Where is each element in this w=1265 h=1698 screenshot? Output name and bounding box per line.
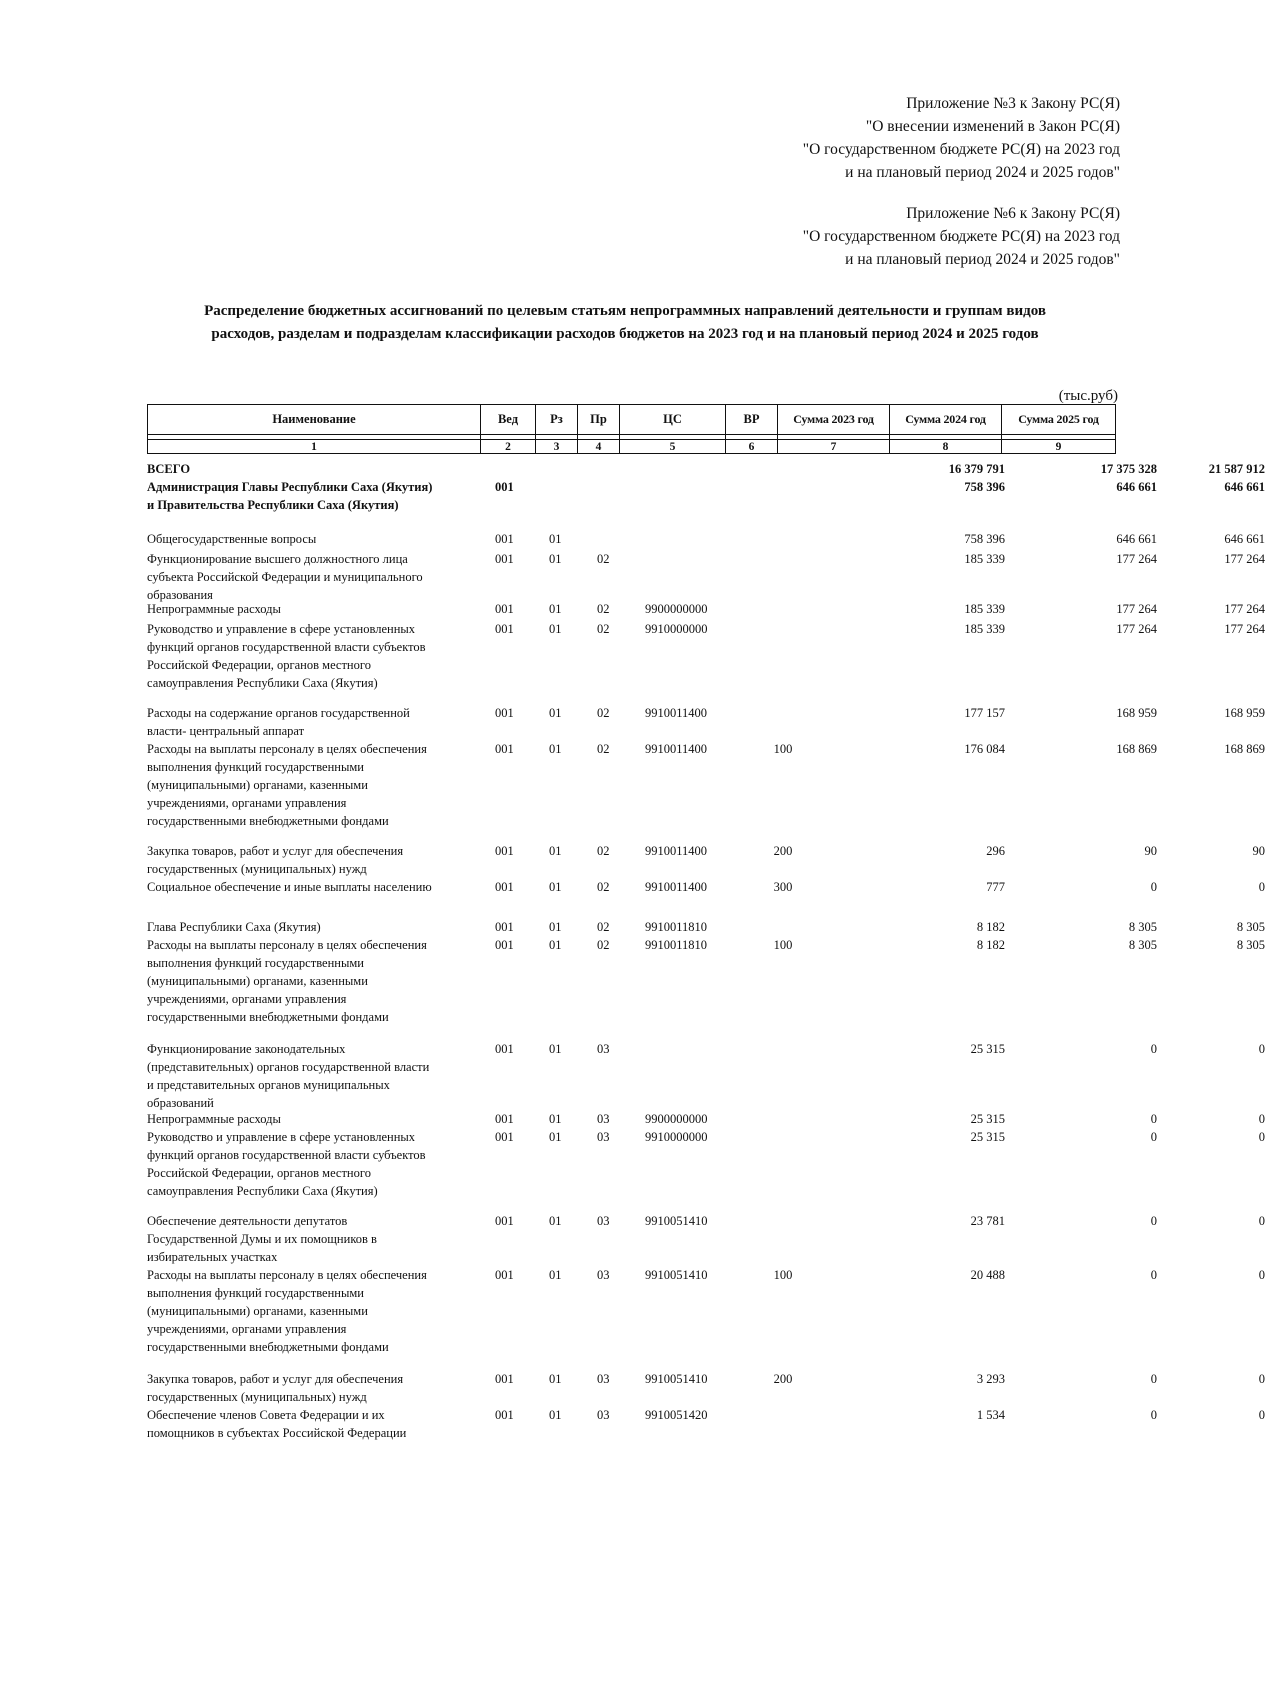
cell-sum-2024: 177 264 — [1116, 552, 1157, 566]
cell-name-line: функций органов государственной власти субъектов — [147, 640, 426, 654]
cell-name-line: помощников в субъектах Российской Федерации — [147, 1426, 407, 1440]
cell-ved: 001 — [495, 480, 514, 494]
cell-name-line: государственными внебюджетными фондами — [147, 1010, 389, 1024]
cell-pr: 03 — [597, 1130, 610, 1144]
cell-name — [147, 550, 477, 604]
col-number: 7 — [778, 440, 890, 454]
cell-name-line: (муниципальными) органами, казенными — [147, 1304, 368, 1318]
cell-sum-2023: 758 396 — [964, 480, 1005, 494]
cell-name-line: государственными внебюджетными фондами — [147, 814, 389, 828]
cell-cs: 9910051420 — [645, 1408, 708, 1422]
cell-sum-2024: 168 959 — [1116, 706, 1157, 720]
cell-sum-2025: 0 — [1258, 1408, 1265, 1422]
col-number: 5 — [620, 440, 726, 454]
cell-pr: 03 — [597, 1214, 610, 1228]
cell-sum-2024: 646 661 — [1116, 480, 1157, 494]
cell-sum-2025: 21 587 912 — [1208, 462, 1265, 476]
cell-sum-2023: 16 379 791 — [948, 462, 1005, 476]
cell-pr: 03 — [597, 1268, 610, 1282]
cell-pr: 02 — [597, 742, 610, 756]
cell-name-line: Глава Республики Саха (Якутия) — [147, 920, 321, 934]
cell-cs: 9910011400 — [645, 706, 708, 720]
cell-name-line: Функционирование высшего должностного лица — [147, 552, 408, 566]
cell-name — [147, 842, 477, 878]
cell-pr: 03 — [597, 1372, 610, 1386]
header-line: Приложение №3 к Закону РС(Я) — [906, 95, 1120, 112]
cell-ved: 001 — [495, 532, 514, 546]
cell-sum-2025: 8 305 — [1236, 920, 1265, 934]
cell-rz: 01 — [549, 1042, 562, 1056]
cell-sum-2023: 8 182 — [976, 920, 1005, 934]
cell-sum-2023: 25 315 — [970, 1112, 1005, 1126]
cell-sum-2025: 177 264 — [1224, 552, 1265, 566]
cell-cs: 9910011810 — [645, 938, 708, 952]
cell-name-line: Непрограммные расходы — [147, 1112, 281, 1126]
cell-name-line: Расходы на выплаты персоналу в целях обеспечения — [147, 1268, 427, 1282]
cell-ved: 001 — [495, 1268, 514, 1282]
cell-name-line: Общегосударственные вопросы — [147, 532, 317, 546]
cell-cs: 9910051410 — [645, 1372, 708, 1386]
cell-cs: 9910011400 — [645, 880, 708, 894]
cell-name — [147, 1406, 477, 1442]
cell-cs: 9900000000 — [645, 602, 708, 616]
cell-name-line: Обеспечение членов Совета Федерации и их — [147, 1408, 385, 1422]
cell-name-line: выполнения функций государственными — [147, 1286, 364, 1300]
appendix-6-header — [803, 202, 1120, 271]
cell-ved: 001 — [495, 1408, 514, 1422]
cell-pr: 02 — [597, 920, 610, 934]
cell-ved: 001 — [495, 880, 514, 894]
col-header-rz: Рз — [536, 405, 578, 435]
cell-rz: 01 — [549, 1268, 562, 1282]
cell-sum-2024: 0 — [1150, 1268, 1157, 1282]
cell-sum-2025: 0 — [1258, 1112, 1265, 1126]
cell-name-line: образования — [147, 588, 213, 602]
cell-sum-2025: 0 — [1258, 1130, 1265, 1144]
cell-vr: 200 — [773, 844, 793, 858]
cell-sum-2025: 168 959 — [1224, 706, 1265, 720]
cell-name — [147, 600, 477, 618]
cell-sum-2023: 185 339 — [964, 602, 1005, 616]
cell-vr: 200 — [773, 1372, 793, 1386]
col-number: 6 — [726, 440, 778, 454]
cell-name-line: Расходы на содержание органов государственной — [147, 706, 410, 720]
cell-cs: 9910000000 — [645, 622, 708, 636]
cell-name-line: (представительных) органов государственной власти — [147, 1060, 430, 1074]
cell-pr: 02 — [597, 706, 610, 720]
cell-sum-2024: 177 264 — [1116, 602, 1157, 616]
cell-cs: 9910011810 — [645, 920, 708, 934]
cell-vr: 100 — [773, 1268, 793, 1282]
col-header-cs: ЦС — [620, 405, 726, 435]
cell-sum-2025: 0 — [1258, 1042, 1265, 1056]
cell-pr: 03 — [597, 1042, 610, 1056]
cell-name-line: Руководство и управление в сфере установленных — [147, 1130, 416, 1144]
cell-sum-2025: 8 305 — [1236, 938, 1265, 952]
cell-rz: 01 — [549, 938, 562, 952]
cell-sum-2025: 646 661 — [1224, 480, 1265, 494]
cell-sum-2025: 0 — [1258, 1372, 1265, 1386]
col-number: 9 — [1002, 440, 1116, 454]
col-header-name: Наименование — [148, 405, 481, 435]
cell-sum-2024: 0 — [1150, 1372, 1157, 1386]
cell-sum-2024: 168 869 — [1116, 742, 1157, 756]
cell-pr: 02 — [597, 880, 610, 894]
cell-name — [147, 1266, 477, 1356]
cell-sum-2024: 8 305 — [1128, 938, 1157, 952]
cell-sum-2023: 185 339 — [964, 622, 1005, 636]
cell-name — [147, 1128, 477, 1200]
cell-sum-2023: 177 157 — [964, 706, 1005, 720]
cell-ved: 001 — [495, 1112, 514, 1126]
cell-rz: 01 — [549, 1214, 562, 1228]
table-header — [147, 404, 1116, 454]
header-line: и на плановый период 2024 и 2025 годов" — [845, 251, 1120, 268]
cell-name-line: Руководство и управление в сфере установленных — [147, 622, 416, 636]
cell-name-line: образований — [147, 1096, 214, 1110]
header-line: и на плановый период 2024 и 2025 годов" — [845, 164, 1120, 181]
cell-name-line: и Правительства Республики Саха (Якутия) — [147, 498, 399, 512]
cell-rz: 01 — [549, 1408, 562, 1422]
cell-name-line: и представительных органов муниципальных — [147, 1078, 390, 1092]
col-header-ved: Вед — [481, 405, 536, 435]
cell-name-line: Функционирование законодательных — [147, 1042, 346, 1056]
cell-sum-2023: 25 315 — [970, 1042, 1005, 1056]
cell-sum-2025: 177 264 — [1224, 622, 1265, 636]
cell-ved: 001 — [495, 706, 514, 720]
cell-name-line: Обеспечение деятельности депутатов — [147, 1214, 348, 1228]
cell-ved: 001 — [495, 1042, 514, 1056]
cell-name-line: учреждениями, органами управления — [147, 1322, 347, 1336]
col-number: 1 — [148, 440, 481, 454]
cell-name-line: Администрация Главы Республики Саха (Якутия) — [147, 480, 433, 494]
cell-name-line: Социальное обеспечение и иные выплаты населению — [147, 880, 432, 894]
cell-name — [147, 1212, 477, 1266]
col-header-sum-2025: Сумма 2025 год — [1002, 405, 1116, 435]
cell-name-line: Расходы на выплаты персоналу в целях обеспечения — [147, 742, 427, 756]
cell-name-line: самоуправления Республики Саха (Якутия) — [147, 676, 378, 690]
header-line: "О государственном бюджете РС(Я) на 2023 год — [802, 228, 1120, 245]
cell-rz: 01 — [549, 920, 562, 934]
cell-name-line: Российской Федерации, органов местного — [147, 1166, 371, 1180]
cell-ved: 001 — [495, 1372, 514, 1386]
cell-ved: 001 — [495, 844, 514, 858]
cell-name-line: учреждениями, органами управления — [147, 992, 347, 1006]
cell-cs: 9910000000 — [645, 1130, 708, 1144]
cell-cs: 9910051410 — [645, 1214, 708, 1228]
cell-name-line: Государственной Думы и их помощников в — [147, 1232, 377, 1246]
cell-name — [147, 1040, 477, 1112]
cell-rz: 01 — [549, 880, 562, 894]
cell-ved: 001 — [495, 1214, 514, 1228]
cell-name — [147, 740, 477, 830]
cell-sum-2025: 0 — [1258, 1214, 1265, 1228]
cell-ved: 001 — [495, 920, 514, 934]
col-header-sum-2023: Сумма 2023 год — [778, 405, 890, 435]
col-number: 8 — [890, 440, 1002, 454]
cell-name-line: избирательных участках — [147, 1250, 278, 1264]
cell-name-line: самоуправления Республики Саха (Якутия) — [147, 1184, 378, 1198]
cell-vr: 100 — [773, 938, 793, 952]
cell-rz: 01 — [549, 532, 562, 546]
unit-label: (тыс.руб) — [1058, 388, 1118, 404]
cell-ved: 001 — [495, 938, 514, 952]
cell-rz: 01 — [549, 1130, 562, 1144]
cell-pr: 03 — [597, 1408, 610, 1422]
cell-sum-2025: 0 — [1258, 1268, 1265, 1282]
cell-name — [147, 704, 477, 740]
cell-pr: 02 — [597, 552, 610, 566]
cell-sum-2023: 1 534 — [976, 1408, 1005, 1422]
cell-sum-2024: 0 — [1150, 1214, 1157, 1228]
cell-sum-2025: 646 661 — [1224, 532, 1265, 546]
cell-vr: 100 — [773, 742, 793, 756]
cell-name — [147, 1370, 477, 1406]
col-number: 4 — [578, 440, 620, 454]
cell-sum-2024: 0 — [1150, 1042, 1157, 1056]
title-line: расходов, разделам и подразделам классификации расходов бюджетов на 2023 год и на плановый период 2024 и 2025 годов — [211, 326, 1039, 342]
cell-ved: 001 — [495, 742, 514, 756]
cell-sum-2023: 176 084 — [964, 742, 1005, 756]
cell-rz: 01 — [549, 1372, 562, 1386]
cell-ved: 001 — [495, 602, 514, 616]
cell-name-line: Расходы на выплаты персоналу в целях обеспечения — [147, 938, 427, 952]
header-line: "О внесении изменений в Закон РС(Я) — [865, 118, 1120, 135]
cell-name-line: (муниципальными) органами, казенными — [147, 778, 368, 792]
document-title — [140, 300, 1110, 346]
cell-sum-2025: 168 869 — [1224, 742, 1265, 756]
cell-sum-2023: 185 339 — [964, 552, 1005, 566]
cell-name-line: функций органов государственной власти субъектов — [147, 1148, 426, 1162]
cell-rz: 01 — [549, 844, 562, 858]
cell-name-line: государственных (муниципальных) нужд — [147, 862, 367, 876]
cell-name-line: Закупка товаров, работ и услуг для обеспечения — [147, 844, 404, 858]
cell-rz: 01 — [549, 602, 562, 616]
cell-sum-2024: 8 305 — [1128, 920, 1157, 934]
cell-sum-2025: 0 — [1258, 880, 1265, 894]
cell-sum-2024: 177 264 — [1116, 622, 1157, 636]
cell-pr: 03 — [597, 1112, 610, 1126]
cell-name-line: власти- центральный аппарат — [147, 724, 305, 738]
cell-sum-2024: 646 661 — [1116, 532, 1157, 546]
cell-sum-2023: 25 315 — [970, 1130, 1005, 1144]
cell-sum-2024: 0 — [1150, 880, 1157, 894]
cell-name-line: субъекта Российской Федерации и муниципального — [147, 570, 423, 584]
header-line: Приложение №6 к Закону РС(Я) — [906, 205, 1120, 222]
cell-sum-2023: 758 396 — [964, 532, 1005, 546]
cell-ved: 001 — [495, 552, 514, 566]
cell-rz: 01 — [549, 742, 562, 756]
cell-name — [147, 460, 477, 478]
cell-vr: 300 — [773, 880, 793, 894]
cell-name — [147, 936, 477, 1026]
cell-name — [147, 530, 477, 548]
col-header-pr: Пр — [578, 405, 620, 435]
cell-sum-2025: 177 264 — [1224, 602, 1265, 616]
cell-sum-2023: 3 293 — [976, 1372, 1005, 1386]
title-line: Распределение бюджетных ассигнований по целевым статьям непрограммных направлений деятельности и группам видов — [204, 303, 1046, 319]
cell-rz: 01 — [549, 1112, 562, 1126]
cell-rz: 01 — [549, 622, 562, 636]
cell-cs: 9910011400 — [645, 742, 708, 756]
cell-rz: 01 — [549, 552, 562, 566]
cell-pr: 02 — [597, 844, 610, 858]
header-line: "О государственном бюджете РС(Я) на 2023 год — [802, 141, 1120, 158]
cell-sum-2023: 8 182 — [976, 938, 1005, 952]
cell-name-line: учреждениями, органами управления — [147, 796, 347, 810]
col-header-vr: ВР — [726, 405, 778, 435]
col-number: 2 — [481, 440, 536, 454]
cell-sum-2024: 17 375 328 — [1100, 462, 1157, 476]
cell-name — [147, 1110, 477, 1128]
cell-sum-2024: 0 — [1150, 1112, 1157, 1126]
cell-sum-2023: 20 488 — [970, 1268, 1005, 1282]
cell-name-line: Непрограммные расходы — [147, 602, 281, 616]
cell-cs: 9910011400 — [645, 844, 708, 858]
cell-name-line: Закупка товаров, работ и услуг для обеспечения — [147, 1372, 404, 1386]
cell-cs: 9900000000 — [645, 1112, 708, 1126]
cell-pr: 02 — [597, 602, 610, 616]
cell-sum-2024: 0 — [1150, 1130, 1157, 1144]
cell-sum-2023: 777 — [986, 880, 1005, 894]
cell-pr: 02 — [597, 622, 610, 636]
appendix-3-header — [803, 92, 1120, 184]
col-number: 3 — [536, 440, 578, 454]
cell-name-line: выполнения функций государственными — [147, 956, 364, 970]
cell-ved: 001 — [495, 1130, 514, 1144]
cell-sum-2023: 23 781 — [970, 1214, 1005, 1228]
cell-sum-2025: 90 — [1252, 844, 1265, 858]
cell-name — [147, 878, 477, 896]
cell-pr: 02 — [597, 938, 610, 952]
cell-name — [147, 620, 477, 692]
cell-sum-2024: 0 — [1150, 1408, 1157, 1422]
cell-name-line: государственных (муниципальных) нужд — [147, 1390, 367, 1404]
col-header-sum-2024: Сумма 2024 год — [890, 405, 1002, 435]
cell-rz: 01 — [549, 706, 562, 720]
cell-ved: 001 — [495, 622, 514, 636]
cell-name-line: государственными внебюджетными фондами — [147, 1340, 389, 1354]
cell-name-line: выполнения функций государственными — [147, 760, 364, 774]
cell-name-line: Российской Федерации, органов местного — [147, 658, 371, 672]
cell-name-line: ВСЕГО — [147, 462, 191, 476]
cell-name — [147, 918, 477, 936]
cell-sum-2023: 296 — [986, 844, 1005, 858]
cell-name — [147, 478, 477, 514]
cell-name-line: (муниципальными) органами, казенными — [147, 974, 368, 988]
cell-sum-2024: 90 — [1144, 844, 1157, 858]
cell-cs: 9910051410 — [645, 1268, 708, 1282]
